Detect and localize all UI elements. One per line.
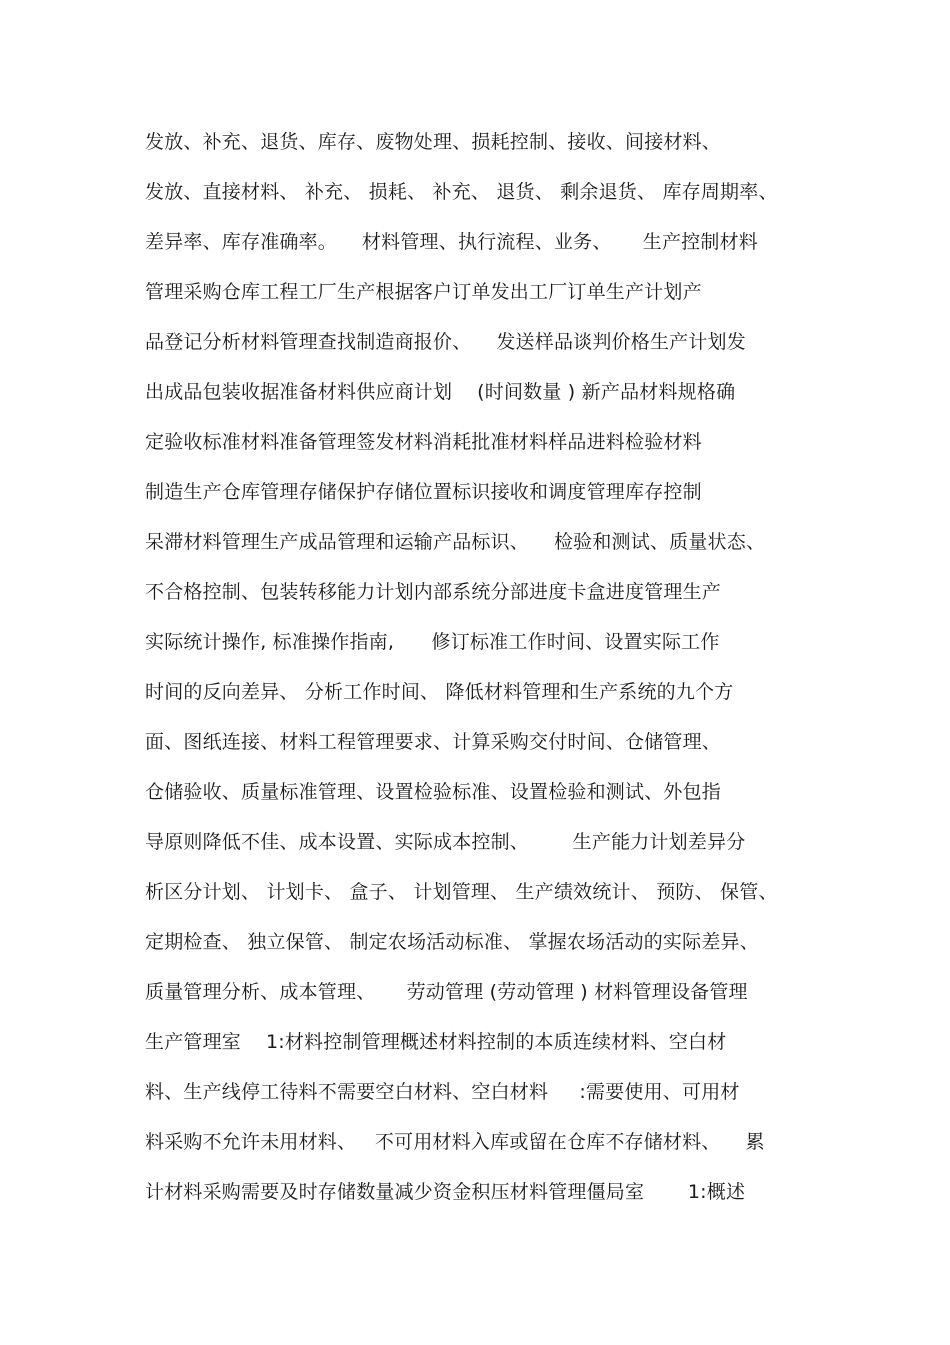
text-line: 生产管理室 1:材料控制管理概述材料控制的本质连续材料、空白材 <box>145 1031 727 1053</box>
text-line: 时间的反向差异、 分析工作时间、 降低材料管理和生产系统的九个方 <box>145 681 734 703</box>
text-line: 不合格控制、包装转移能力计划内部系统分部进度卡盒进度管理生产 <box>145 581 722 603</box>
text-line: 实际统计操作, 标准操作指南, 修订标准工作时间、设置实际工作 <box>145 631 720 653</box>
text-line: 面、图纸连接、材料工程管理要求、计算采购交付时间、仓储管理、 <box>145 731 722 753</box>
text-line: 发放、直接材料、 补充、 损耗、 补充、 退货、 剩余退货、 库存周期率、 <box>145 181 778 203</box>
text-line: 质量管理分析、成本管理、 劳动管理 (劳动管理 ) 材料管理设备管理 <box>145 981 748 1003</box>
text-line: 定期检查、 独立保管、 制定农场活动标准、 掌握农场活动的实际差异、 <box>145 931 759 953</box>
text-line: 析区分计划、 计划卡、 盒子、 计划管理、 生产绩效统计、 预防、 保管、 <box>145 881 778 903</box>
text-line: 品登记分析材料管理查找制造商报价、 发送样品谈判价格生产计划发 <box>145 331 746 353</box>
text-line: 料采购不允许未用材料、 不可用材料入库或留在仓库不存储材料、 累 <box>145 1131 765 1153</box>
text-line: 导原则降低不佳、成本设置、实际成本控制、 生产能力计划差异分 <box>145 831 746 853</box>
text-line: 出成品包装收据准备材料供应商计划 (时间数量 ) 新产品材料规格确 <box>145 381 736 403</box>
text-line: 料、生产线停工待料不需要空白材料、空白材料 :需要使用、可用材 <box>145 1081 740 1103</box>
text-line: 制造生产仓库管理存储保护存储位置标识接收和调度管理库存控制 <box>145 481 702 503</box>
text-line: 发放、补充、退货、库存、废物处理、损耗控制、接收、间接材料、 <box>145 131 722 153</box>
text-line: 管理采购仓库工程工厂生产根据客户订单发出工厂订单生产计划产 <box>145 281 702 303</box>
text-line: 计材料采购需要及时存储数量减少资金积压材料管理僵局室 1:概述 <box>145 1181 746 1203</box>
text-line: 呆滞材料管理生产成品管理和运输产品标识、 检验和测试、质量状态、 <box>145 531 766 553</box>
body-text <box>145 122 825 1222</box>
text-line: 差异率、库存准确率。 材料管理、执行流程、业务、 生产控制材料 <box>145 231 758 253</box>
text-line: 定验收标准材料准备管理签发材料消耗批准材料样品进料检验材料 <box>145 431 702 453</box>
text-line: 仓储验收、质量标准管理、设置检验标准、设置检验和测试、外包指 <box>145 781 722 803</box>
